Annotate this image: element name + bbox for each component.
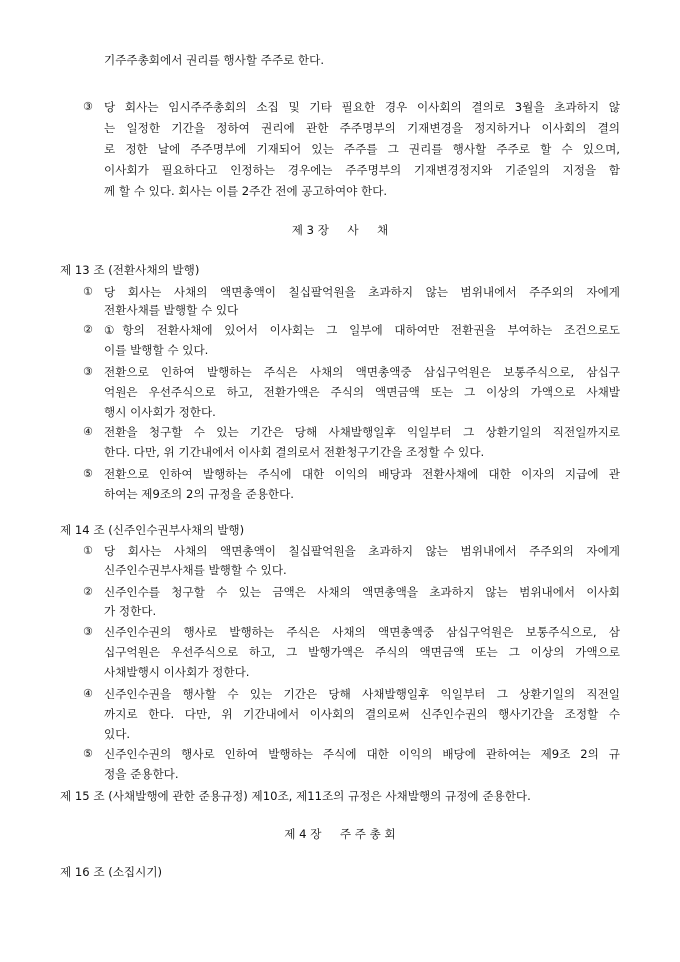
item-text: 하여는 제9조의 2의 규정을 준용한다. xyxy=(104,487,294,501)
item-text: 전환사채를 발행할 수 있다 xyxy=(104,303,239,317)
item-text: 신주인수권의 행사로 발행하는 주식은 사채의 액면총액중 삼십구억원은 보통주식으로, 삼 xyxy=(104,625,620,639)
item-text: 당 회사는 사채의 액면총액이 칠십팔억원을 초과하지 않는 범위내에서 주주외의 자에게 xyxy=(104,285,620,299)
article-title: 제 13 조 (전환사채의 발행) xyxy=(60,263,200,277)
item-text: 신주인수권부사채를 발행할 수 있다. xyxy=(104,563,287,577)
item-number: ④ xyxy=(83,687,93,700)
item-text: 전환을 청구할 수 있는 기간은 당해 사채발행일후 익일부터 그 상환기일의 직전일까지로 xyxy=(104,425,620,439)
item-text: 정을 준용한다. xyxy=(104,767,179,781)
chapter-heading: 제 4 장 주 주 총 회 xyxy=(284,827,396,841)
item-text: 께 할 수 있다. 회사는 이를 2주간 전에 공고하여야 한다. xyxy=(104,184,388,198)
article-title: 제 16 조 (소집시기) xyxy=(60,865,163,879)
article-title: 제 15 조 (사채발행에 관한 준용규정) 제10조, 제11조의 규정은 사채발행의 규정에 준용한다. xyxy=(60,789,531,803)
item-text: 신주인수를 청구할 수 있는 금액은 사채의 액면총액을 초과하지 않는 범위내에서 이사회 xyxy=(104,585,620,599)
item-number: ① xyxy=(83,544,93,557)
item-text: 는 일정한 기간을 정하여 권리에 관한 주주명부의 기재변경을 정지하거나 이사회의 결의 xyxy=(104,121,620,135)
item-number: ④ xyxy=(83,425,93,438)
item-text: 억원은 우선주식으로 하고, 전환가액은 주식의 액면금액 또는 그 이상의 가액으로 사채발 xyxy=(104,385,620,399)
item-number: ⑤ xyxy=(83,747,93,760)
item-text: 까지로 한다. 다만, 위 기간내에서 이사회의 결의로써 신주인수권의 행사기간을 조정할 수 xyxy=(104,707,620,721)
item-number: ② xyxy=(83,585,93,598)
item-text: ①항의 전환사채에 있어서 이사회는 그 일부에 대하여만 전환권을 부여하는 조건으로도 xyxy=(104,323,620,337)
item-text: 전환으로 인하여 발행하는 주식은 사채의 액면총액중 삼십구억원은 보통주식으로, 삼십구 xyxy=(104,365,620,379)
item-text: 있다. xyxy=(104,727,131,741)
item-number: ③ xyxy=(83,100,93,113)
previous-item-tail: 기주주총회에서 권리를 행사할 주주로 한다. xyxy=(104,53,325,67)
item-number: ⑤ xyxy=(83,467,93,480)
chapter-heading: 제 3 장 사 채 xyxy=(291,223,389,237)
item-text: 당 회사는 임시주주총회의 소집 및 기타 필요한 경우 이사회의 결의로 3월을 초과하지 않 xyxy=(104,100,620,114)
item-number: ③ xyxy=(83,625,93,638)
item-number: ① xyxy=(83,285,93,298)
item-text: 사채발행시 이사회가 정한다. xyxy=(104,665,250,679)
item-text: 신주인수권의 행사로 인하여 발행하는 주식에 대한 이익의 배당에 관하여는 제9조 2의 규 xyxy=(104,747,620,761)
item-number: ② xyxy=(83,323,93,336)
item-text: 신주인수권을 행사할 수 있는 기간은 당해 사채발행일후 익일부터 그 상환기일의 직전일 xyxy=(104,687,620,701)
item-text: 전환으로 인하여 발행하는 주식에 대한 이익의 배당과 전환사채에 대한 이자의 지급에 관 xyxy=(104,467,620,481)
item-text: 행시 이사회가 정한다. xyxy=(104,405,216,419)
item-text: 십구억원은 우선주식으로 하고, 그 발행가액은 주식의 액면금액 또는 그 이상의 가액으로 xyxy=(104,645,620,659)
item-text: 이사회가 필요하다고 인정하는 경우에는 주주명부의 기재변경정지와 기준일의 지정을 함 xyxy=(104,163,620,177)
item-text: 이를 발행할 수 있다. xyxy=(104,343,209,357)
item-text: 당 회사는 사채의 액면총액이 칠십팔억원을 초과하지 않는 범위내에서 주주외의 자에게 xyxy=(104,544,620,558)
item-text: 로 정한 날에 주주명부에 기재되어 있는 주주를 그 권리를 행사할 주주로 할 수 있으며, xyxy=(104,142,620,156)
item-text: 가 정한다. xyxy=(104,604,157,618)
item-text: 한다. 다만, 위 기간내에서 이사회 결의로서 전환청구기간을 조정할 수 있다. xyxy=(104,445,485,459)
item-number: ③ xyxy=(83,365,93,378)
article-title: 제 14 조 (신주인수권부사채의 발행) xyxy=(60,523,245,537)
